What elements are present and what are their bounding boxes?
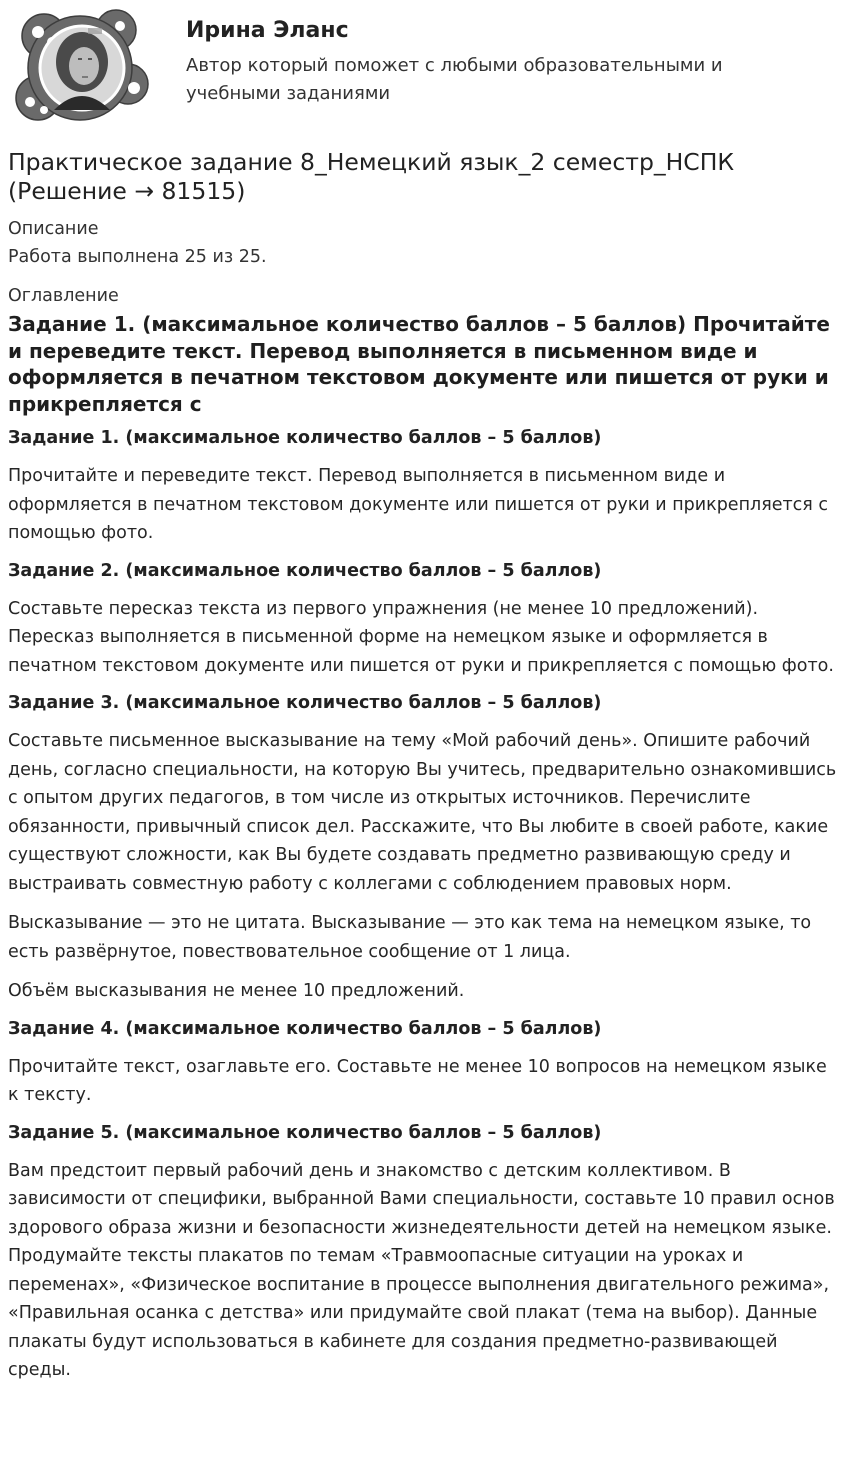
task-1	[8, 426, 840, 548]
task-paragraph: Составьте пересказ текста из первого упражнения (не менее 10 предложений). Пересказ выполняется в письменной форме на немецком языке и оформляется в печатном текстовом документе или пишется от руки и прикрепляется с помощью фото.	[8, 598, 834, 676]
task-paragraph: Прочитайте текст, озаглавьте его. Составьте не менее 10 вопросов на немецком языке к тексту.	[8, 1056, 827, 1105]
task-paragraph: Прочитайте и переведите текст. Перевод выполняется в письменном виде и оформляется в печатном текстовом документе или пишется от руки и прикрепляется с помощью фото.	[8, 466, 829, 543]
toc-text: Задание 1. (максимальное количество баллов – 5 баллов) Прочитайте и переведите текст. Перевод выполняется в письменном виде и оформляется в печатном текстовом документе или пишется от руки и прикрепляется с	[8, 312, 830, 416]
task-paragraph: Объём высказывания не менее 10 предложений.	[8, 981, 465, 1001]
author-card	[8, 6, 838, 124]
task-heading: Задание 1. (максимальное количество баллов – 5 баллов)	[8, 428, 602, 448]
toc-label: Оглавление	[8, 286, 119, 306]
task-4	[8, 1017, 840, 1110]
author-avatar[interactable]	[8, 6, 152, 128]
task-paragraph: Высказывание — это не цитата. Высказывание — это как тема на немецком языке, то есть развёрнутое, повествовательное сообщение от 1 лица.	[8, 913, 812, 962]
task-paragraph: Составьте письменное высказывание на тему «Мой рабочий день». Опишите рабочий день, согласно специальности, на которую Вы учитесь, предварительно ознакомившись с опытом других педагогов, в том числе из открытых источников. Перечислите обязанности, привычный список дел. Расскажите, что Вы любите в своей работе, какие существуют сложности, как Вы будете создавать предметно развивающую среду и выстраивать совместную работу с коллегами с соблюдением правовых норм.	[8, 731, 837, 894]
task-heading: Задание 4. (максимальное количество баллов – 5 баллов)	[8, 1018, 602, 1039]
task-2	[8, 559, 840, 681]
author-bio: Автор который поможет с любыми образовательными и учебными заданиями	[186, 55, 723, 104]
task-heading: Задание 2. (максимальное количество баллов – 5 баллов)	[8, 560, 602, 581]
author-name[interactable]: Ирина Эланс	[186, 18, 349, 43]
task-5	[8, 1121, 840, 1385]
document-title: Практическое задание 8_Немецкий язык_2 семестр_НСПК (Решение → 81515)	[8, 148, 735, 205]
task-heading: Задание 5. (максимальное количество баллов – 5 баллов)	[8, 1122, 602, 1143]
description-label: Описание	[8, 219, 99, 239]
description-text: Работа выполнена 25 из 25.	[8, 247, 267, 267]
task-paragraph: Вам предстоит первый рабочий день и знакомство с детским коллективом. В зависимости от специфики, выбранной Вами специальности, составьте 10 правил основ здорового образа жизни и безопасности жизнедеятельности детей на немецком языке. Продумайте тексты плакатов по темам «Травмоопасные ситуации на уроках и переменах», «Физическое воспитание в процессе выполнения двигательного режима», «Правильная осанка с детства» или придумайте свой плакат (тема на выбор). Данные плакаты будут использоваться в кабинете для создания предметно-развивающей среды.	[8, 1160, 835, 1380]
task-heading: Задание 3. (максимальное количество баллов – 5 баллов)	[8, 693, 602, 713]
tasks-list	[8, 426, 840, 1396]
task-3	[8, 691, 840, 1006]
